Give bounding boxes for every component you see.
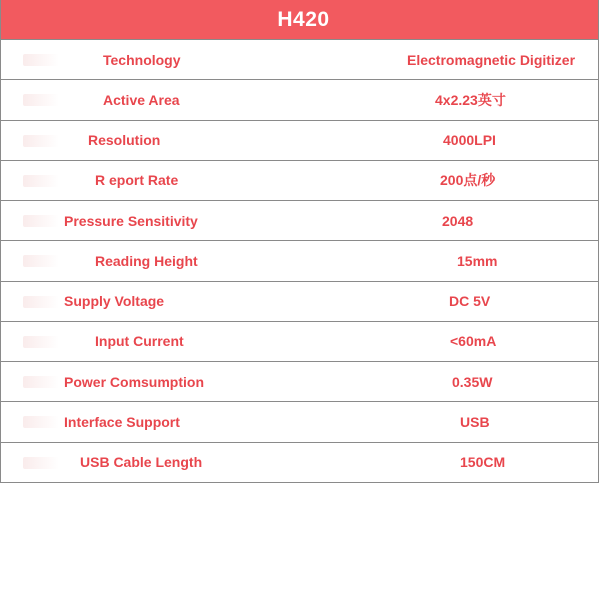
faded-mark: [23, 54, 59, 66]
faded-mark: [23, 255, 59, 267]
table-row: [1, 282, 598, 322]
table-row: [1, 161, 598, 201]
table-row: [1, 201, 598, 241]
table-row: [1, 40, 598, 80]
spec-label-input-current: Input Current: [95, 333, 184, 350]
spec-label-active-area: Active Area: [103, 91, 180, 108]
spec-value-input-current: <60mA: [450, 333, 497, 350]
spec-value-supply-voltage: DC 5V: [449, 293, 491, 310]
table-row: [1, 241, 598, 281]
faded-mark: [23, 215, 59, 227]
table-row: [1, 402, 598, 442]
table-row: [1, 80, 598, 120]
spec-value-reading-height: 15mm: [457, 252, 498, 269]
spec-label-technology: Technology: [103, 51, 181, 68]
spec-label-reading-height: Reading Height: [95, 252, 198, 269]
spec-label-interface-support: Interface Support: [64, 414, 180, 431]
spec-label-power-consumption: Power Comsumption: [64, 373, 205, 390]
table-row: [1, 322, 598, 362]
faded-mark: [23, 94, 59, 106]
faded-mark: [23, 457, 59, 469]
spec-label-pressure-sensitivity: Pressure Sensitivity: [64, 212, 198, 229]
spec-value-active-area: 4x2.23英寸: [435, 91, 506, 108]
faded-mark: [23, 296, 59, 308]
faded-mark: [23, 135, 59, 147]
spec-label-report-rate: R eport Rate: [95, 172, 179, 189]
spec-label-resolution: Resolution: [88, 132, 161, 149]
spec-value-pressure-sensitivity: 2048: [442, 212, 474, 229]
table-row: [1, 121, 598, 161]
spec-value-usb-cable-length: 150CM: [460, 454, 506, 471]
spec-value-technology: Electromagnetic Digitizer: [407, 51, 576, 68]
faded-mark: [23, 175, 59, 187]
spec-value-report-rate: 200点/秒: [440, 172, 496, 189]
spec-label-usb-cable-length: USB Cable Length: [80, 454, 203, 471]
spec-value-interface-support: USB: [460, 414, 490, 431]
faded-mark: [23, 376, 59, 388]
table-row: [1, 362, 598, 402]
faded-mark: [23, 416, 59, 428]
spec-value-power-consumption: 0.35W: [452, 373, 493, 390]
spec-label-supply-voltage: Supply Voltage: [64, 293, 165, 310]
table-row: [1, 443, 598, 483]
faded-mark: [23, 336, 59, 348]
table-header: [1, 0, 598, 40]
spec-value-resolution: 4000LPI: [443, 132, 496, 149]
product-model-title: H420: [277, 7, 330, 31]
